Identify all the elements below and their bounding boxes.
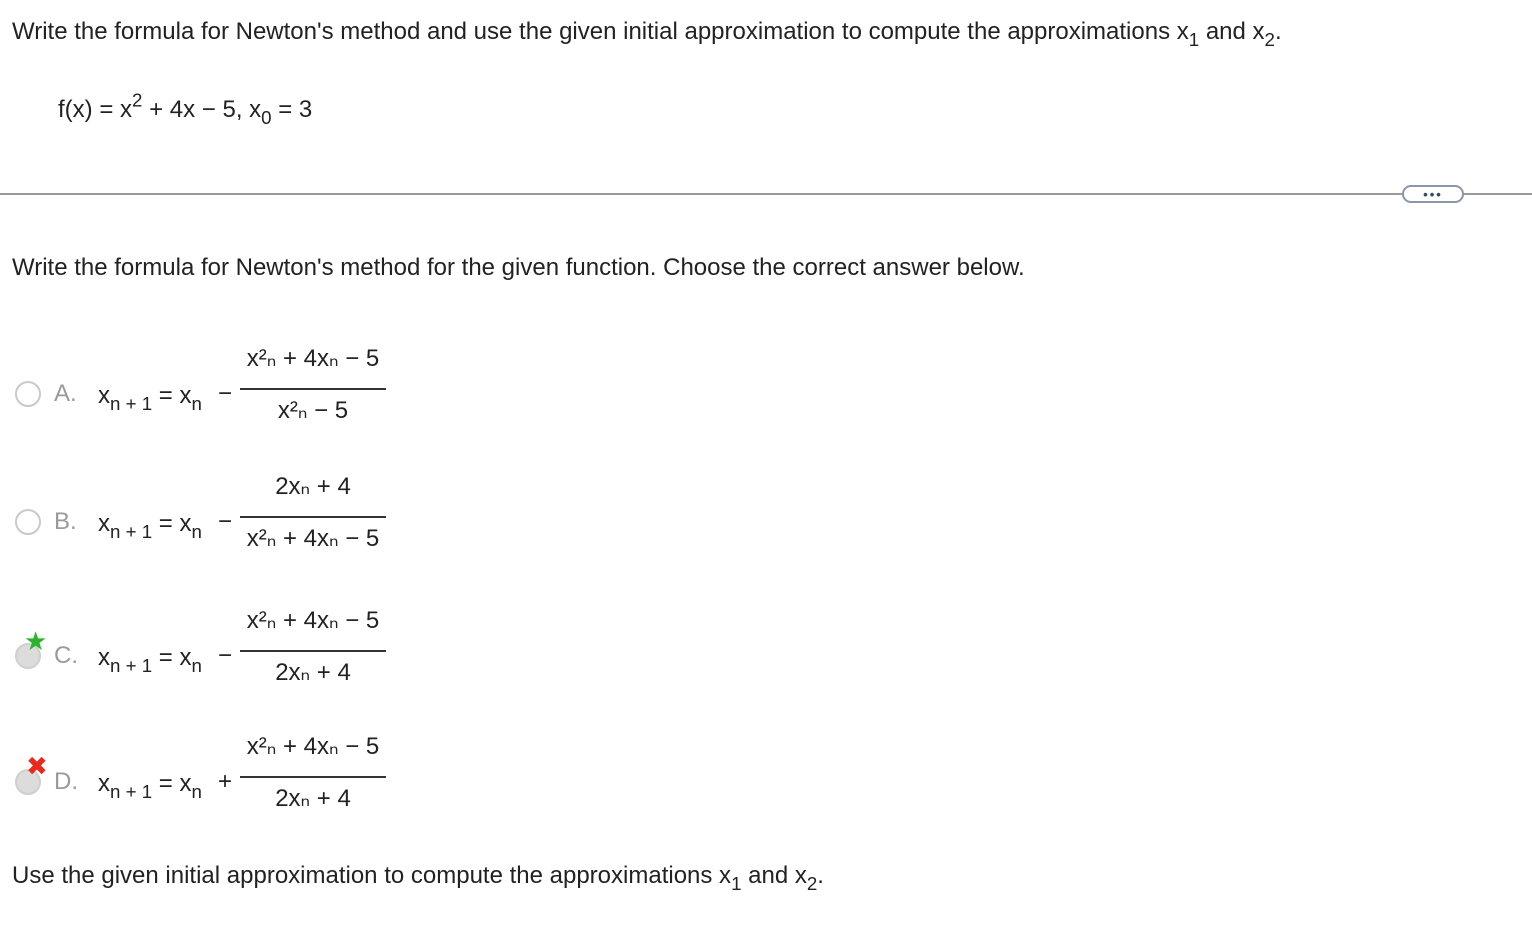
fraction-denominator: x²ₙ − 5 (277, 397, 349, 424)
operator: − (218, 380, 233, 407)
fraction (240, 336, 386, 436)
subscript: 2 (1264, 29, 1275, 51)
question-title-text: Write the formula for Newton's method and use the given initial approximation to compute the approximations x (12, 18, 1189, 45)
lhs-equals: = x (152, 382, 192, 409)
formula-lhs (98, 382, 202, 415)
lhs-x: x (98, 644, 110, 671)
subscript: 1 (1188, 29, 1200, 51)
formula-lhs (98, 644, 202, 677)
fraction-denominator: 2xₙ + 4 (275, 785, 351, 812)
lhs-equals: = x (152, 510, 192, 537)
operator: − (218, 642, 233, 669)
given-function-mid: + 4x − 5, x (142, 96, 262, 123)
choice-letter: D. (54, 768, 78, 795)
fraction-bar (240, 650, 386, 652)
answer-choice-a[interactable] (0, 336, 420, 446)
lhs-x: x (98, 382, 110, 409)
fraction (240, 464, 386, 564)
lhs-subscript: n + 1 (110, 393, 153, 415)
fraction-numerator: x²ₙ + 4xₙ − 5 (246, 345, 380, 372)
choice-letter: A. (54, 380, 77, 407)
fraction-numerator: 2xₙ + 4 (275, 473, 351, 500)
star-icon: ★ (24, 626, 48, 656)
lhs-subscript: n + 1 (110, 521, 153, 543)
lhs-subscript: n + 1 (110, 655, 153, 677)
part2-prompt-and: and x (741, 862, 807, 889)
fraction-denominator: x²ₙ + 4xₙ − 5 (246, 525, 380, 552)
radio-button[interactable] (15, 381, 41, 407)
choice-letter: B. (54, 508, 77, 535)
lhs-x: x (98, 770, 110, 797)
x-mark-icon: ✖ (26, 751, 48, 781)
part2-prompt (12, 862, 824, 895)
answer-choice-c[interactable] (0, 598, 420, 708)
given-initial-value: = 3 (271, 96, 313, 123)
fraction (240, 724, 386, 824)
formula-lhs (98, 510, 202, 543)
part2-prompt-end: . (817, 862, 824, 889)
operator: + (218, 768, 233, 795)
more-options-button[interactable]: ••• (1402, 185, 1464, 203)
fraction-denominator: 2xₙ + 4 (275, 659, 351, 686)
fraction-numerator: x²ₙ + 4xₙ − 5 (246, 733, 380, 760)
answer-choice-d[interactable] (0, 724, 420, 834)
rhs-subscript: n (191, 521, 202, 543)
lhs-equals: = x (152, 644, 192, 671)
question-title (12, 18, 1282, 51)
fraction-bar (240, 776, 386, 778)
rhs-subscript: n (191, 393, 202, 415)
radio-button[interactable] (15, 509, 41, 535)
section-divider (0, 193, 1532, 195)
part1-prompt: Write the formula for Newton's method for the given function. Choose the correct answer below. (12, 254, 1025, 281)
answer-choice-b[interactable] (0, 464, 420, 574)
rhs-subscript: n (191, 781, 202, 803)
operator: − (218, 508, 233, 535)
formula-lhs (98, 770, 202, 803)
lhs-subscript: n + 1 (110, 781, 153, 803)
given-function-text: f(x) = x (58, 96, 133, 123)
subscript: 1 (731, 873, 742, 895)
fraction (240, 598, 386, 698)
fraction-bar (240, 516, 386, 518)
part2-prompt-text: Use the given initial approximation to compute the approximations x (12, 862, 732, 889)
lhs-x: x (98, 510, 110, 537)
question-title-and: and x (1199, 18, 1265, 45)
superscript: 2 (132, 89, 143, 111)
subscript: 2 (806, 873, 818, 895)
question-title-end: . (1274, 18, 1282, 45)
lhs-equals: = x (152, 770, 192, 797)
fraction-numerator: x²ₙ + 4xₙ − 5 (246, 607, 380, 634)
subscript: 0 (261, 107, 272, 129)
rhs-subscript: n (191, 655, 202, 677)
fraction-bar (240, 388, 386, 390)
choice-letter: C. (54, 642, 78, 669)
given-function (58, 89, 313, 129)
